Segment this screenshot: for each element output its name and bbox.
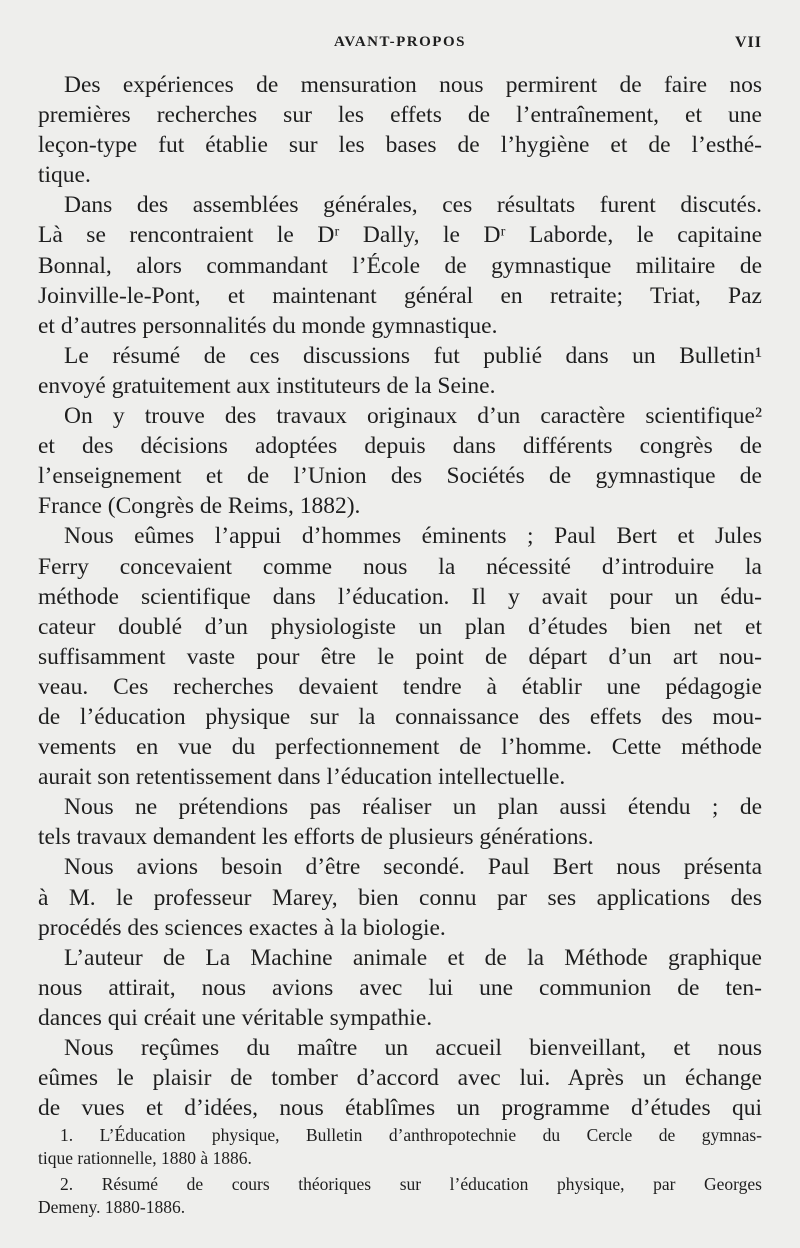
text-line: cateur doublé d’un physiologiste un plan d’études bien net et xyxy=(38,613,762,640)
text-line: Joinville-le-Pont, et maintenant général en retraite; Triat, Paz xyxy=(38,282,762,309)
text-line: vements en vue du perfectionnement de l’homme. Cette méthode xyxy=(38,734,762,761)
text-line: Des expériences de mensuration nous permirent de faire nos xyxy=(64,72,762,98)
text-line: Le résumé de ces discussions fut publié dans un Bulletin¹ xyxy=(64,342,762,369)
footnote-line: 1. L’Éducation physique, Bulletin d’anthropotechnie du Cercle de gymnas- xyxy=(60,1125,762,1145)
text-line: Là se rencontraient le Dʳ Dally, le Dʳ Laborde, le capitaine xyxy=(38,222,762,249)
text-line: Dans des assemblées générales, ces résultats furent discutés. xyxy=(64,192,762,219)
text-line: Bonnal, alors commandant l’École de gymnastique militaire de xyxy=(38,252,762,279)
text-line: à M. le professeur Marey, bien connu par ses applications des xyxy=(38,884,762,911)
text-line: et des décisions adoptées depuis dans différents congrès de xyxy=(38,433,762,460)
text-line: veau. Ces recherches devaient tendre à établir une pédagogie xyxy=(38,673,762,700)
text-line: On y trouve des travaux originaux d’un caractère scientifique² xyxy=(64,403,762,430)
text-line: procédés des sciences exactes à la biologie. xyxy=(38,914,446,941)
body-text xyxy=(38,70,762,1123)
text-line: dances qui créait une véritable sympathie. xyxy=(38,1004,433,1031)
text-line: premières recherches sur les effets de l’entraînement, et une xyxy=(38,102,762,129)
footnotes xyxy=(38,1124,762,1218)
text-line: envoyé gratuitement aux instituteurs de la Seine. xyxy=(38,372,496,399)
page-header xyxy=(38,34,762,56)
text-line: Ferry concevaient comme nous la nécessité d’introduire la xyxy=(38,553,762,580)
running-title: AVANT-PROPOS xyxy=(334,34,466,50)
text-line: Nous reçûmes du maître un accueil bienveillant, et nous xyxy=(64,1035,762,1061)
text-line: l’enseignement et de l’Union des Sociétés de gymnastique de xyxy=(38,463,762,490)
text-line: de vues et d’idées, nous établîmes un programme d’études qui xyxy=(38,1095,762,1122)
text-line: Nous ne prétendions pas réaliser un plan aussi étendu ; de xyxy=(64,794,762,821)
text-line: tique. xyxy=(38,162,91,189)
text-line: de l’éducation physique sur la connaissance des effets des mou- xyxy=(38,703,762,730)
text-line: Nous eûmes l’appui d’hommes éminents ; Paul Bert et Jules xyxy=(64,523,762,550)
page-number: VII xyxy=(734,34,762,51)
text-line: aurait son retentissement dans l’éducation intellectuelle. xyxy=(38,764,566,791)
footnote-line: Demeny. 1880-1886. xyxy=(38,1196,186,1217)
footnote-line: tique rationnelle, 1880 à 1886. xyxy=(38,1147,252,1168)
text-line: France (Congrès de Reims, 1882). xyxy=(38,493,361,520)
text-line: L’auteur de La Machine animale et de la Méthode graphique xyxy=(64,944,762,971)
text-line: tels travaux demandent les efforts de plusieurs générations. xyxy=(38,824,594,851)
text-line: méthode scientifique dans l’éducation. Il y avait pour un édu- xyxy=(38,583,762,610)
text-line: suffisamment vaste pour être le point de départ d’un art nou- xyxy=(38,643,762,670)
text-line: Nous avions besoin d’être secondé. Paul Bert nous présenta xyxy=(64,854,762,881)
text-line: nous attirait, nous avions avec lui une communion de ten- xyxy=(38,974,762,1001)
footnote-line: 2. Résumé de cours théoriques sur l’éducation physique, par Georges xyxy=(60,1174,762,1194)
text-line: leçon-type fut établie sur les bases de l’hygiène et de l’esthé- xyxy=(38,132,762,159)
text-line: et d’autres personnalités du monde gymnastique. xyxy=(38,312,498,339)
text-line: eûmes le plaisir de tomber d’accord avec lui. Après un échange xyxy=(38,1065,762,1092)
